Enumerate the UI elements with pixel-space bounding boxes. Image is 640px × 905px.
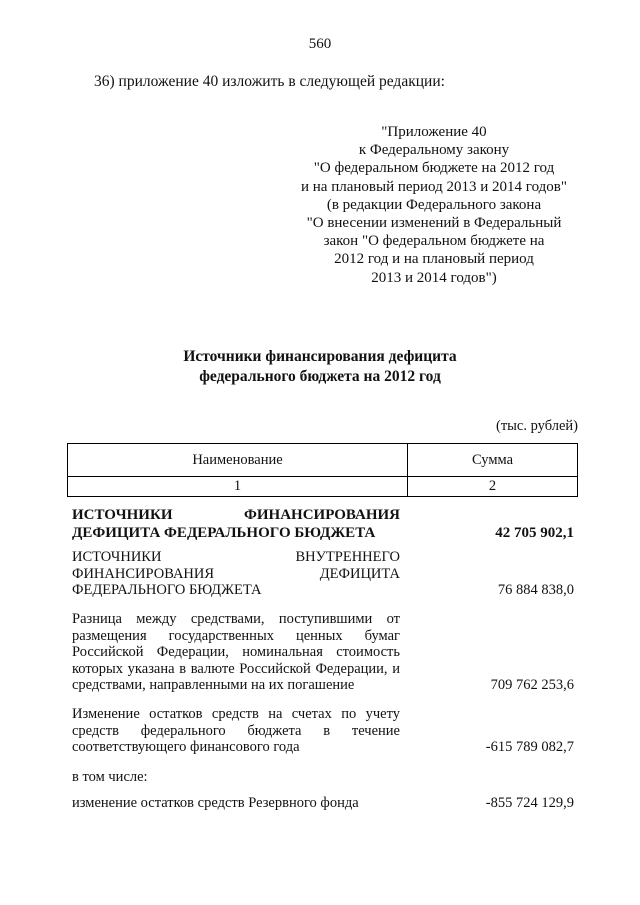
appendix-line: (в редакции Федерального закона (326, 196, 542, 213)
table-row (72, 706, 574, 756)
table-row (72, 769, 574, 786)
row-name: Изменение остатков средств на счетах по учету средств федерального бюджета в течение соответствующего финансового года (72, 706, 400, 755)
appendix-line: к Федеральному закону (358, 142, 510, 159)
appendix-line: и на плановый период 2013 и 2014 годов" (301, 178, 567, 195)
column-number-1: 1 (68, 477, 408, 497)
row-name: в том числе: (72, 769, 148, 785)
appendix-line: закон "О федеральном бюджете на (323, 233, 545, 250)
appendix-line: "О федеральном бюджете на 2012 год (313, 160, 555, 177)
column-header-name: Наименование (68, 444, 408, 477)
table-row (72, 506, 574, 542)
row-name-line: ИСТОЧНИКИ ВНУТРЕННЕГО (72, 549, 400, 565)
title-line: федерального бюджета на 2012 год (199, 368, 441, 385)
amendment-line: 36) приложение 40 изложить в следующей редакции: (94, 73, 445, 90)
row-name (72, 549, 400, 599)
column-header-amount: Сумма (408, 444, 578, 477)
row-amount: -855 724 129,9 (485, 795, 574, 811)
row-name-line: ДЕФИЦИТА ФЕДЕРАЛЬНОГО БЮДЖЕТА (72, 525, 376, 541)
row-amount: 709 762 253,6 (490, 677, 574, 693)
row-name-line: ИСТОЧНИКИ ФИНАНСИРОВАНИЯ (72, 507, 400, 523)
row-name (72, 506, 400, 542)
row-amount: 42 705 902,1 (495, 525, 574, 541)
title-line: Источники финансирования дефицита (183, 348, 457, 365)
row-name: Разница между средствами, поступившими от размещения государственных ценных бумаг Российской Федерации, номинальная стоимость которых указана в валюте Российской Федерации, и средствами, направленными на их погашение (72, 611, 400, 693)
appendix-line: 2013 и 2014 годов") (371, 269, 497, 286)
appendix-line: 2012 год и на плановый период (334, 251, 534, 268)
appendix-header (278, 123, 590, 287)
appendix-line: "Приложение 40 (381, 124, 487, 140)
row-amount: 76 884 838,0 (497, 582, 574, 598)
column-number-2: 2 (408, 477, 578, 497)
table-row (72, 611, 574, 694)
document-title (0, 347, 640, 387)
row-amount: -615 789 082,7 (485, 739, 574, 755)
row-name-line: ФИНАНСИРОВАНИЯ ДЕФИЦИТА (72, 565, 400, 582)
appendix-line: "О внесении изменений в Федеральный (306, 215, 562, 232)
table-row (72, 795, 574, 812)
units-label: (тыс. рублей) (496, 418, 578, 434)
row-name: изменение остатков средств Резервного фонда (72, 795, 359, 811)
table-header (67, 443, 578, 497)
page-number: 560 (308, 36, 332, 52)
table-row (72, 549, 574, 599)
row-name-line: ФЕДЕРАЛЬНОГО БЮДЖЕТА (72, 582, 262, 598)
